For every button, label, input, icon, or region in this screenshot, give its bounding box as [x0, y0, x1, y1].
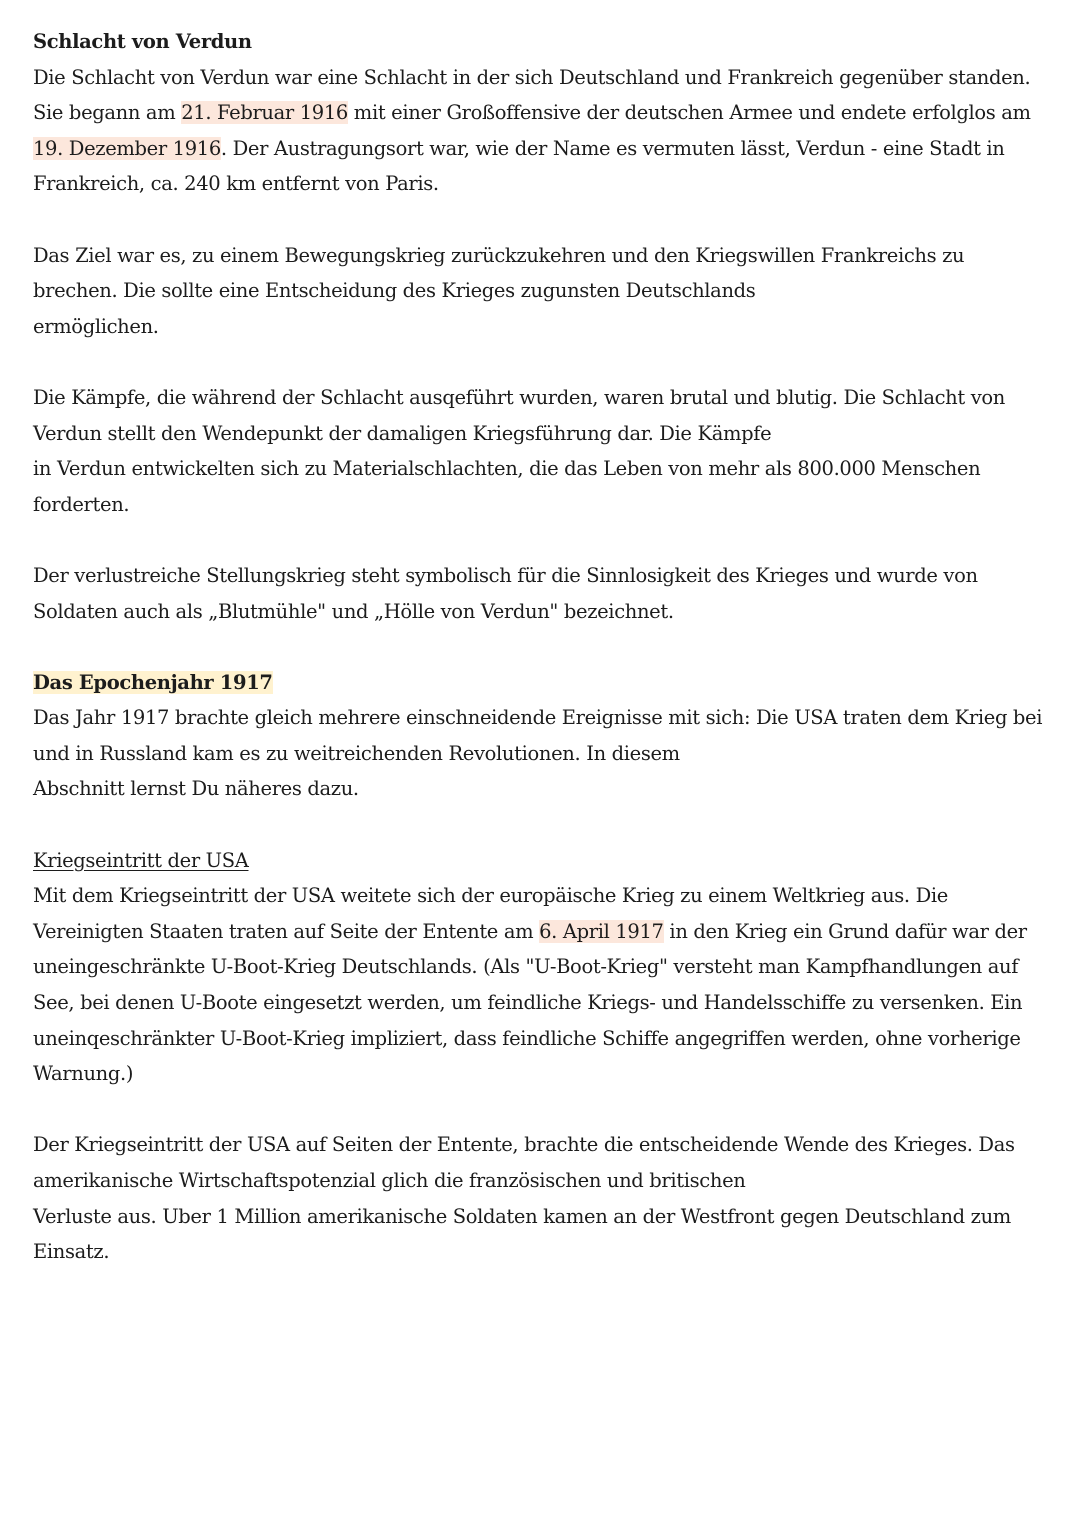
paragraph-gap: [33, 1092, 1073, 1128]
date-highlight-end: 19. Dezember 1916: [33, 136, 221, 160]
text-line: See, bei denen U-Boote eingesetzt werden, um feindliche Kriegs- und Handelsschiffe zu versenken. Ein: [33, 991, 1023, 1015]
text-line: [33, 95, 1073, 131]
paragraph-gap: [33, 629, 1073, 665]
text-line: Die Schlacht von Verdun war eine Schlacht in der sich Deutschland und Frankreich gegenüber standen.: [33, 65, 1031, 89]
text-line: brechen. Die sollte eine Entscheidung des Krieges zugunsten Deutschlands: [33, 279, 756, 303]
text-fragment: Vereinigten Staaten traten auf Seite der Entente am: [33, 919, 540, 943]
heading-row-1917: [33, 665, 1073, 701]
paragraph-gap: [33, 344, 1073, 380]
text-line: uneinqeschränkter U-Boot-Krieg impliziert, dass feindliche Schiffe angegriffen werden, ohne vorherige: [33, 1026, 1021, 1050]
text-line: Die Kämpfe, die während der Schlacht ausqeführt wurden, waren brutal und blutig. Die Schlacht von: [33, 385, 1005, 409]
text-line: Verdun stellt den Wendepunkt der damaligen Kriegsführung dar. Die Kämpfe: [33, 421, 772, 445]
text-line: [33, 131, 1073, 167]
paragraph-gap: [33, 522, 1073, 558]
text-line: [33, 914, 1073, 950]
text-line: Frankreich, ca. 240 km entfernt von Paris.: [33, 172, 439, 196]
text-fragment: mit einer Großoffensive der deutschen Armee und endete erfolglos am: [347, 101, 1031, 125]
heading-row-usa: [33, 843, 1073, 879]
text-line: Abschnitt lernst Du näheres dazu.: [33, 777, 359, 801]
date-highlight-start: 21. Februar 1916: [181, 101, 348, 125]
text-fragment: in den Krieg ein Grund dafür war der: [663, 919, 1027, 943]
text-line: Soldaten auch als „Blutmühle" und „Hölle von Verdun" bezeichnet.: [33, 599, 674, 623]
document-page: [33, 24, 1073, 1270]
text-line: Verluste aus. Uber 1 Million amerikanische Soldaten kamen an der Westfront gegen Deutschland zum: [33, 1204, 1011, 1228]
text-line: Einsatz.: [33, 1240, 110, 1264]
text-line: ermöglichen.: [33, 314, 159, 338]
text-line: forderten.: [33, 492, 130, 516]
text-line: uneingeschränkte U-Boot-Krieg Deutschlands. (Als "U-Boot-Krieg" versteht man Kampfhandlungen auf: [33, 955, 1019, 979]
text-line: Warnung.): [33, 1062, 134, 1086]
date-highlight-usa: 6. April 1917: [539, 919, 664, 943]
text-fragment: Sie begann am: [33, 101, 182, 125]
section-heading-usa: Kriegseintritt der USA: [33, 848, 249, 872]
paragraph-gap: [33, 807, 1073, 843]
text-line: Mit dem Kriegseintritt der USA weitete sich der europäische Krieg zu einem Weltkrieg aus. Die: [33, 884, 948, 908]
paragraph-gap: [33, 202, 1073, 238]
text-line: in Verdun entwickelten sich zu Materialschlachten, die das Leben von mehr als 800.000 Menschen: [33, 457, 981, 481]
text-line: Das Jahr 1917 brachte gleich mehrere einschneidende Ereignisse mit sich: Die USA traten dem Krieg bei: [33, 706, 1043, 730]
text-line: amerikanische Wirtschaftspotenzial glich die französischen und britischen: [33, 1169, 746, 1192]
text-fragment: . Der Austragungsort war, wie der Name es vermuten lässt, Verdun - eine Stadt in: [220, 136, 1005, 160]
heading-row-verdun: [33, 24, 1073, 60]
text-line: Der Kriegseintritt der USA auf Seiten der Entente, brachte die entscheidende Wende des Krieges. Das: [33, 1133, 1015, 1157]
text-line: Der verlustreiche Stellungskrieg steht symbolisch für die Sinnlosigkeit des Krieges und wurde von: [33, 563, 978, 587]
section-heading-verdun: Schlacht von Verdun: [33, 30, 252, 53]
text-line: und in Russland kam es zu weitreichenden Revolutionen. In diesem: [33, 741, 680, 765]
section-heading-1917: Das Epochenjahr 1917: [33, 670, 273, 694]
text-line: Das Ziel war es, zu einem Bewegungskrieg zurückzukehren und den Kriegswillen Frankreichs zu: [33, 243, 965, 267]
